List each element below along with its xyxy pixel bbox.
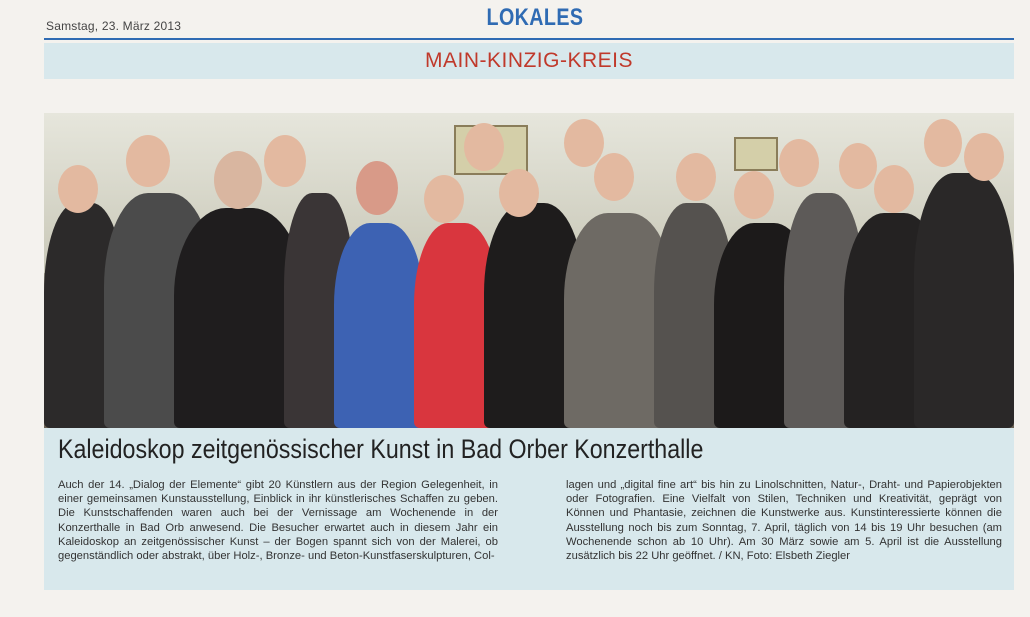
- person-head: [564, 119, 604, 167]
- region-bar: [44, 43, 1014, 79]
- person-head: [594, 153, 634, 201]
- person-head: [126, 135, 170, 187]
- person-head: [964, 133, 1004, 181]
- person-head: [464, 123, 504, 171]
- article-headline: Kaleidoskop zeitgenössischer Kunst in Bad Orber Konzerthalle: [58, 434, 704, 464]
- person-head: [58, 165, 98, 213]
- person-head: [424, 175, 464, 223]
- person-head: [734, 171, 774, 219]
- article-box: [44, 428, 1014, 590]
- article-column-1: Auch der 14. „Dialog der Elemente“ gibt 20 Künstlern aus der Region Gelegenheit, in einer gemeinsamen Kunstausstellung, Einblick in ihr künstlerisches Schaffen zu geben. Die Kunstschaffenden waren auch bei der Vernissage am Wochenende in der Konzerthalle in Bad Orb anwesend. Die Besucher erwartet auch in diesem Jahr ein Kaleidoskop an zeitgenössischer Kunst – der Bogen spannt sich von der Malerei, ob gegenständlich oder abstrakt, über Holz-, Bronze- und Beton-Kunstfaserskulpturen, Col-: [58, 479, 498, 563]
- person-head: [924, 119, 962, 167]
- person-head: [264, 135, 306, 187]
- person: [334, 223, 424, 428]
- article-column-2: lagen und „digital fine art“ bis hin zu Linolschnitten, Natur-, Draht- und Papierobjekten oder Fotografien. Eine Vielfalt von Stilen, Techniken und Kreativität, geprägt von Können und Phantasie, zeichnen die Kunstwerke aus. Kunstinteressierte können die Ausstellung noch bis zum Sonntag, 7. April, täglich von 14 bis 19 Uhr besuchen (am Wochenende schon ab 10 Uhr). Am 30 März sowie am 5. April ist die Ausstellung zusätzlich bis 22 Uhr geöffnet. / KN, Foto: Elsbeth Ziegler: [566, 479, 1002, 563]
- person-head: [676, 153, 716, 201]
- section-title: LOKALES: [486, 4, 584, 31]
- person-head: [839, 143, 877, 189]
- region-title: MAIN-KINZIG-KREIS: [424, 49, 633, 72]
- group-photo: [44, 113, 1014, 428]
- person-head: [499, 169, 539, 217]
- wall-painting: [734, 137, 778, 171]
- person-head: [779, 139, 819, 187]
- person-head: [874, 165, 914, 213]
- header-rule: [44, 38, 1014, 40]
- issue-date: Samstag, 23. März 2013: [46, 19, 182, 33]
- person-head: [356, 161, 398, 215]
- person: [914, 173, 1014, 428]
- person-head: [214, 151, 262, 209]
